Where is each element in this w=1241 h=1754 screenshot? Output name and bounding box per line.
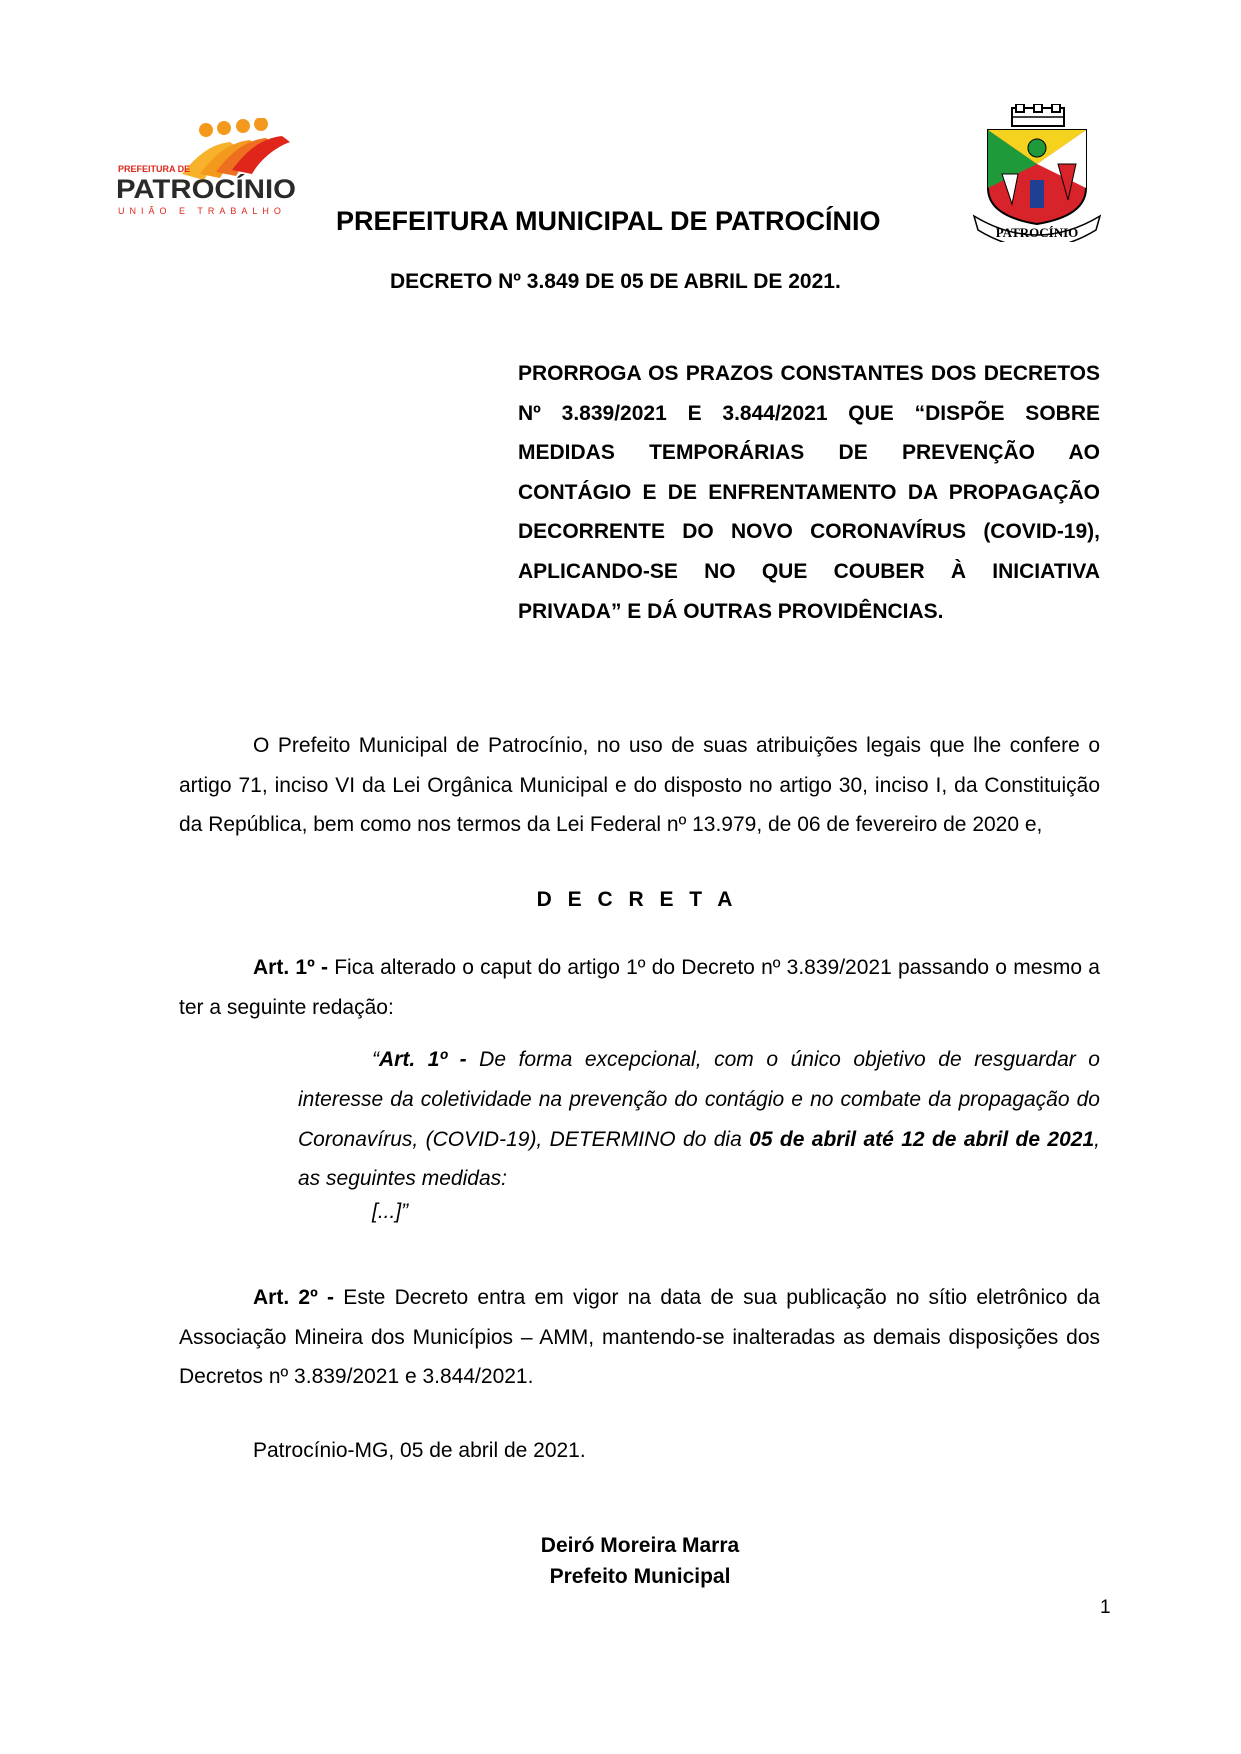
crest-banner-text: PATROCÍNIO	[995, 225, 1079, 240]
article-2-paragraph	[179, 1278, 1100, 1397]
header-title: PREFEITURA MUNICIPAL DE PATROCÍNIO	[336, 206, 881, 236]
preamble-paragraph: O Prefeito Municipal de Patrocínio, no uso de suas atribuições legais que lhe confere o artigo 71, inciso VI da Lei Orgânica Municipal e do disposto no artigo 30, inciso I, da Constituição da República, bem como nos termos da Lei Federal nº 13.979, de 06 de fevereiro de 2020 e,	[179, 734, 1100, 836]
article-1-label: Art. 1º -	[253, 956, 328, 979]
logo-top-text: PREFEITURA DE	[118, 164, 191, 174]
logo-name: PATROCÍNIO	[116, 174, 282, 204]
quoted-article-text-2: , as seguintes medidas:	[298, 1127, 1100, 1191]
patrocinio-figures-logo-icon	[112, 118, 300, 234]
quote-ellipsis: [...]”	[372, 1200, 409, 1223]
signature-block	[0, 1530, 1241, 1592]
patrocinio-logo	[112, 118, 300, 234]
decree-title: DECRETO Nº 3.849 DE 05 DE ABRIL DE 2021.	[390, 270, 841, 293]
decreta-heading: D E C R E T A	[536, 888, 738, 911]
signatory-name: Deiró Moreira Marra	[540, 1534, 740, 1557]
article-2-label: Art. 2º -	[253, 1286, 335, 1309]
place-and-date: Patrocínio-MG, 05 de abril de 2021.	[253, 1439, 586, 1462]
quote-open-mark: “	[372, 1048, 379, 1071]
article-2-text: Este Decreto entra em vigor na data de sua publicação no sítio eletrônico da Associação Mineira dos Municípios – AMM, mantendo-se inalteradas as demais disposições dos Decretos nº 3.839/2021 e 3.844/2021.	[179, 1286, 1100, 1388]
page-number: 1	[1100, 1597, 1111, 1618]
quoted-article-dates: 05 de abril até 12 de abril de 2021	[749, 1127, 1095, 1151]
quoted-article	[298, 1040, 1100, 1199]
logo-slogan: UNIÃO E TRABALHO	[118, 206, 286, 216]
coat-of-arms	[972, 104, 1102, 242]
quoted-article-label: Art. 1º -	[379, 1048, 467, 1071]
article-1-paragraph	[179, 948, 1100, 1027]
quoted-article-text-1: De forma excepcional, com o único objetivo de resguardar o interesse da coletividade na prevenção do contágio e no combate da propagação do Coronavírus, (COVID-19), DETERMINO do dia	[298, 1048, 1100, 1151]
article-1-text: Fica alterado o caput do artigo 1º do Decreto nº 3.839/2021 passando o mesmo a ter a seguinte redação:	[179, 956, 1100, 1019]
decree-summary: PRORROGA OS PRAZOS CONSTANTES DOS DECRETOS Nº 3.839/2021 E 3.844/2021 QUE “DISPÕE SOBRE MEDIDAS TEMPORÁRIAS DE PREVENÇÃO AO CONTÁGIO E DE ENFRENTAMENTO DA PROPAGAÇÃO DECORRENTE DO NOVO CORONAVÍRUS (COVID-19), APLICANDO-SE NO QUE COUBER À INICIATIVA PRIVADA” E DÁ OUTRAS PROVIDÊNCIAS.	[518, 362, 1100, 623]
municipal-coat-of-arms-icon	[972, 104, 1102, 242]
signatory-role: Prefeito Municipal	[549, 1565, 731, 1588]
